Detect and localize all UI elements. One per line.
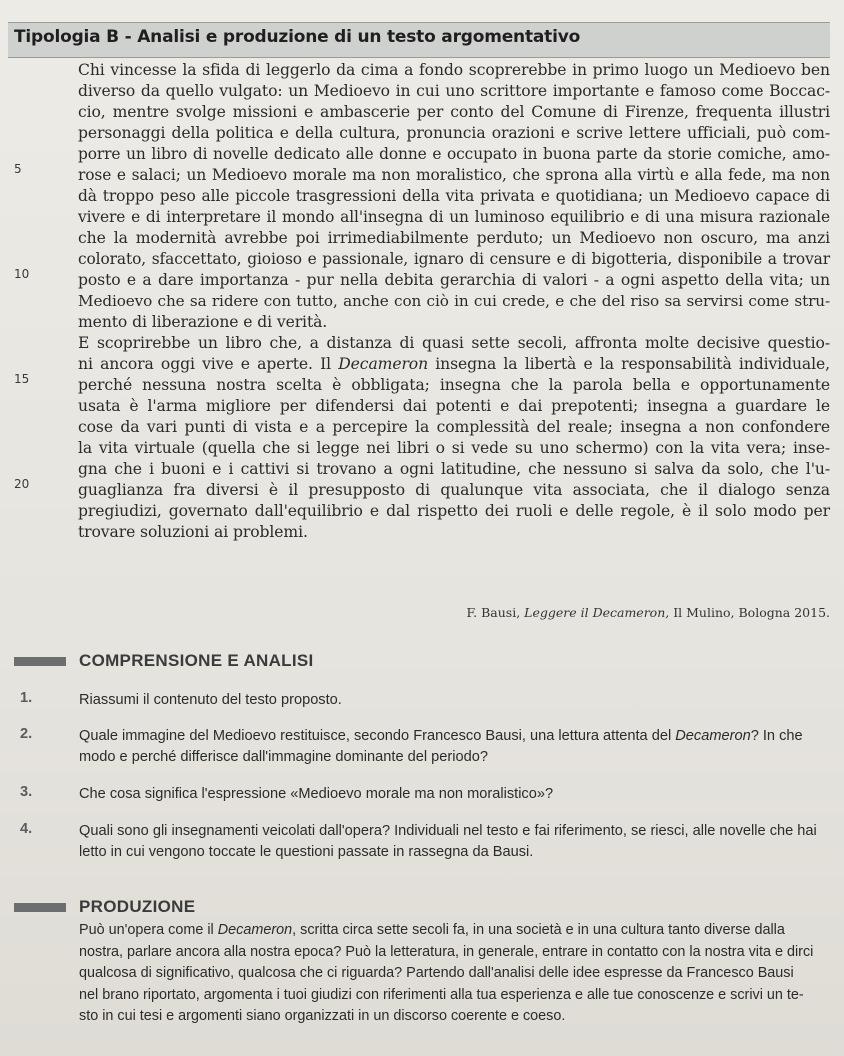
- passage-line: mento di liberazione e di verità.: [78, 313, 328, 331]
- question-3: [79, 784, 831, 805]
- question-text: letto in cui vengono toccate le questioni passate in rassegna da Bausi.: [79, 844, 534, 860]
- question-number: 4.: [20, 821, 33, 837]
- passage-line: Chi vincesse la sfida di leggerlo da cima a fondo scoprerebbe in primo luogo un Medioevo ben: [78, 61, 830, 79]
- line-number: 10: [14, 267, 30, 281]
- passage-line: la vita virtuale (quella che si legge nei libri o si vede su uno schermo) con la vita vera; inse-: [78, 439, 830, 457]
- passage-line: cio, mentre svolge missioni e ambascerie per conto del Comune di Firenze, frequenta illustri: [78, 103, 830, 121]
- citation-author: F. Bausi,: [466, 605, 521, 620]
- passage-line: pregiudizi, governato dall'equilibrio e dal rispetto dei ruoli e delle regole, è il solo modo per: [78, 502, 830, 520]
- passage-line: posto e a dare importanza - pur nella debita gerarchia di valori - a ogni aspetto della vita; un: [78, 271, 830, 289]
- passage-line: gna che i buoni e i cattivi si trovano a ogni latitudine, che nessuno si salva da solo, che l'u-: [78, 460, 830, 478]
- production-line: qualcosa di significativo, qualcosa che ci riguarda? Partendo dall'analisi delle idee espresse da Francesco Bausi: [79, 965, 794, 981]
- question-2: [79, 726, 831, 768]
- passage-line: Medioevo che sa ridere con tutto, anche con ciò in cui crede, e che del riso sa servirsi come stru-: [78, 292, 830, 310]
- question-number: 3.: [20, 784, 33, 800]
- passage-line: trovare soluzioni ai problemi.: [78, 523, 308, 541]
- question-text: Quale immagine del Medioevo restituisce, secondo Francesco Bausi, una lettura attenta del Decameron? In che: [79, 728, 803, 744]
- passage-line: diverso da quello vulgato: un Medioevo in cui uno scrittore importante e famoso come Boccac-: [78, 82, 830, 100]
- passage-line: E scoprirebbe un libro che, a distanza di quasi sette secoli, affronta molte decisive questio-: [78, 334, 830, 352]
- citation-title: Leggere il Decameron,: [524, 605, 670, 620]
- passage-line: usata è l'arma migliore per difendersi dai potenti e dai prepotenti; insegna a guardare le: [78, 397, 830, 415]
- passage-line: porre un libro di novelle dedicato alle donne e occupato in buona parte da storie comiche, amo-: [78, 145, 830, 163]
- line-number: 20: [14, 477, 30, 491]
- production-title: PRODUZIONE: [79, 897, 196, 916]
- passage-line: dà troppo peso alle piccole trasgressioni della vita privata e quotidiana; un Medioevo capace di: [78, 187, 830, 205]
- passage-line: cose da vari punti di vista e a percepire la complessità del reale; insegna a non confondere: [78, 418, 830, 436]
- page-title: Tipologia B - Analisi e produzione di un testo argomentativo: [14, 27, 581, 47]
- question-text: Riassumi il contenuto del testo proposto.: [79, 692, 342, 708]
- question-text: Che cosa significa l'espressione «Medioevo morale ma non moralistico»?: [79, 786, 554, 802]
- comprehension-title: COMPRENSIONE E ANALISI: [79, 651, 314, 670]
- question-text: Quali sono gli insegnamenti veicolati dall'opera? Individuali nel testo e fai riferimento, se riesci, alle novelle che hai: [79, 823, 817, 839]
- passage-line: rose e salaci; un Medioevo morale ma non moralistico, che sprona alla virtù e alla fede, ma non: [78, 166, 830, 184]
- production-line: nostra, parlare ancora alla nostra epoca? Può la letteratura, in generale, entrare in contatto con la nostra vita e dirci: [79, 943, 814, 960]
- question-text: modo e perché differisce dall'immagine dominante del periodo?: [79, 749, 488, 765]
- production-line: Può un'opera come il Decameron, scritta circa sette secoli fa, in una società e in una cultura tanto diverse dalla: [79, 922, 785, 938]
- passage-line: personaggi della politica e della cultura, pronuncia orazioni e scrive lettere ufficiali, può com-: [78, 124, 830, 142]
- passage-line: perché nessuna nostra scelta è obbligata; insegna che la parola bella e opportunamente: [78, 376, 830, 394]
- passage-line: ni ancora oggi vive e aperte. Il Decameron insegna la libertà e la responsabilità individuale,: [78, 355, 830, 373]
- line-number: 5: [14, 162, 22, 176]
- production-line: nel brano riportato, argomenta i tuoi giudizi con riferimenti alla tua esperienza e alle tue conoscenze e scrivi un te-: [79, 986, 804, 1003]
- question-1: [79, 690, 831, 711]
- production-line: sto in cui tesi e argomenti siano organizzati in un discorso coerente e coeso.: [79, 1008, 566, 1024]
- citation-publisher: Il Mulino, Bologna 2015.: [673, 605, 830, 620]
- passage-line: guaglianza fra diversi è il presupposto di qualunque vita associata, che il dialogo senza: [78, 481, 830, 499]
- section-marker: [14, 903, 66, 912]
- question-number: 1.: [20, 690, 33, 706]
- question-number: 2.: [20, 726, 33, 742]
- passage-line: che la modernità avrebbe poi irrimediabilmente perduto; un Medioevo non oscuro, ma anzi: [78, 229, 830, 247]
- section-marker: [14, 657, 66, 666]
- passage-line: colorato, sfaccettato, gioioso e passionale, ignaro di censure e di bigotteria, disponibile a trovar: [78, 250, 830, 268]
- line-number: 15: [14, 372, 30, 386]
- passage-line: vivere e di interpretare il mondo all'insegna di un luminoso equilibrio e di una misura razionale: [78, 208, 830, 226]
- citation: [466, 605, 830, 620]
- question-4: [79, 821, 831, 863]
- production-prompt: [79, 920, 831, 1028]
